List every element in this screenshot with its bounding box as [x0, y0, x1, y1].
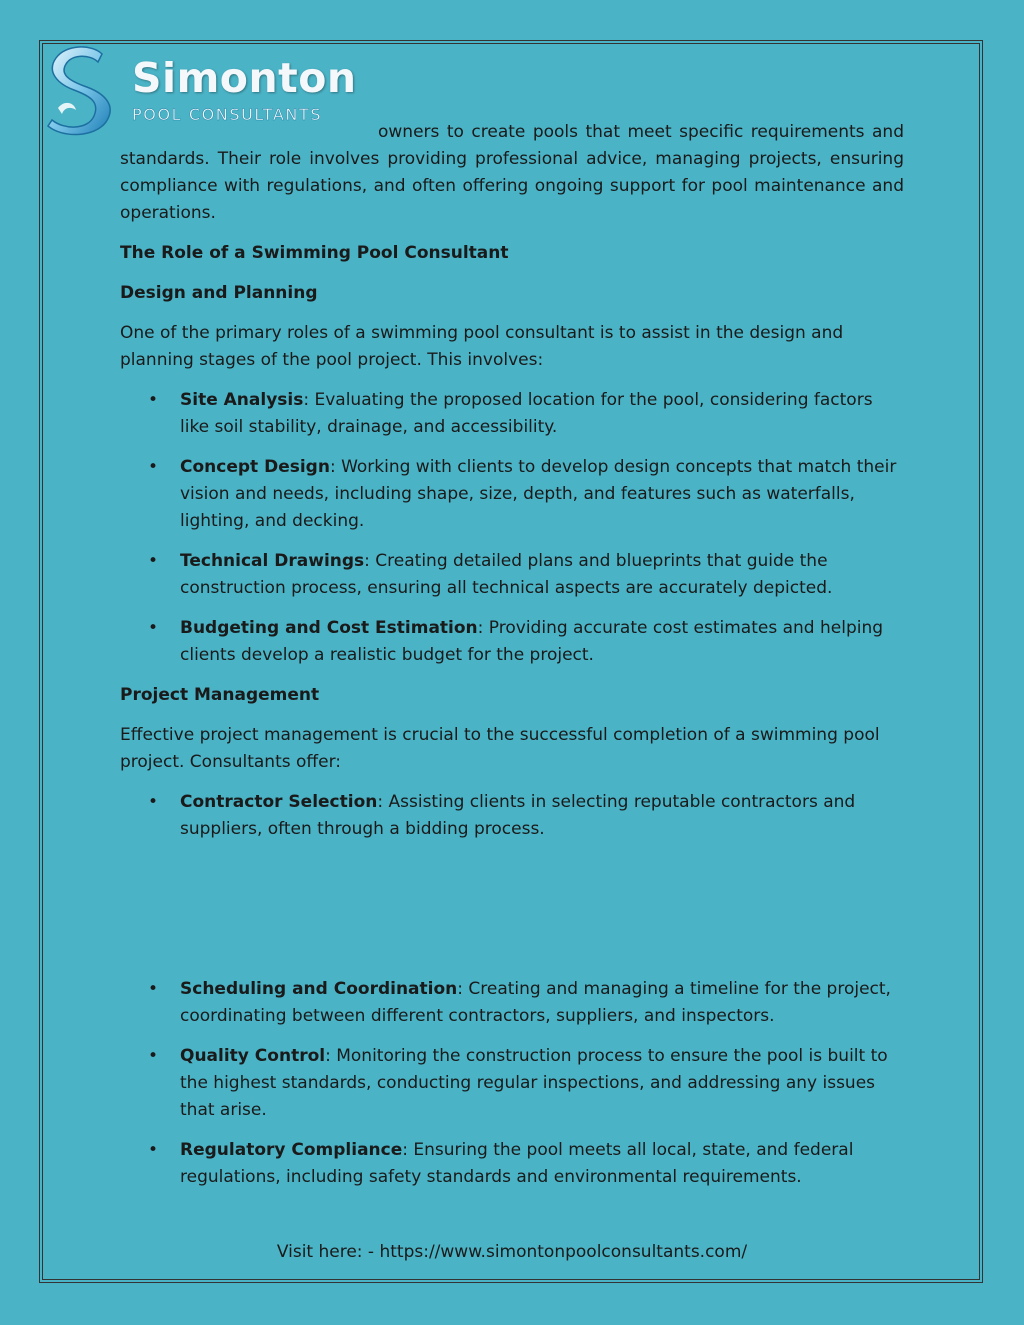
item-term: Site Analysis: [180, 390, 304, 410]
item-term: Regulatory Compliance: [180, 1140, 403, 1160]
item-desc: : Working with clients to develop design concepts that match their vision and needs, including shape, size, depth, and features such as waterfalls, lighting, and decking.: [180, 457, 897, 531]
bullet: •: [148, 618, 159, 638]
intro-paragraph: owners to create pools that meet specific requirements and standards. Their role involves providing professional advice, managing projects, ensuring compliance with regulations, and often offering ongoing support for pool maintenance and operations.: [120, 122, 904, 223]
item-desc: : Evaluating the proposed location for the pool, considering factors like soil stability, drainage, and accessibility.: [180, 390, 873, 437]
management-list-a: [120, 789, 904, 843]
list-item: [120, 454, 904, 535]
item-desc: : Creating detailed plans and blueprints that guide the construction process, ensuring all technical aspects are accurately depicted.: [180, 551, 833, 598]
bullet: •: [148, 979, 159, 999]
item-desc: : Ensuring the pool meets all local, state, and federal regulations, including safety standards and environmental requirements.: [180, 1140, 854, 1187]
management-heading: Project Management: [120, 685, 320, 705]
document-body: [120, 119, 904, 1204]
footer-link[interactable]: Visit here: - https://www.simontonpoolconsultants.com/: [276, 1242, 748, 1262]
list-item: [120, 976, 904, 1030]
design-list: [120, 387, 904, 669]
item-desc: : Creating and managing a timeline for the project, coordinating between different contractors, suppliers, and inspectors.: [180, 979, 891, 1026]
item-desc: : Providing accurate cost estimates and helping clients develop a realistic budget for the project.: [180, 618, 884, 665]
design-intro: One of the primary roles of a swimming pool consultant is to assist in the design and planning stages of the pool project. This involves:: [120, 323, 844, 370]
item-term: Technical Drawings: [180, 551, 365, 571]
bullet: •: [148, 792, 159, 812]
list-item: [120, 1137, 904, 1191]
bullet: •: [148, 390, 159, 410]
bullet: •: [148, 457, 159, 477]
item-term: Quality Control: [180, 1046, 326, 1066]
management-list-b: [120, 976, 904, 1191]
list-item: [120, 548, 904, 602]
bullet: •: [148, 551, 159, 571]
management-intro: Effective project management is crucial to the successful completion of a swimming pool project. Consultants offer:: [120, 725, 880, 772]
item-term: Scheduling and Coordination: [180, 979, 458, 999]
page-gap: [120, 856, 904, 976]
s-wave-logo-icon: [44, 44, 118, 136]
list-item: [120, 387, 904, 441]
logo-tagline: POOL CONSULTANTS: [132, 105, 323, 124]
bullet: •: [148, 1140, 159, 1160]
list-item: [120, 789, 904, 843]
list-item: [120, 615, 904, 669]
bullet: •: [148, 1046, 159, 1066]
item-term: Contractor Selection: [180, 792, 378, 812]
item-desc: : Monitoring the construction process to ensure the pool is built to the highest standards, conducting regular inspections, and addressing any issues that arise.: [180, 1046, 888, 1120]
design-heading: Design and Planning: [120, 283, 318, 303]
item-term: Concept Design: [180, 457, 330, 477]
item-desc: : Assisting clients in selecting reputable contractors and suppliers, often through a bidding process.: [180, 792, 856, 839]
logo-name: Simonton: [132, 54, 357, 102]
item-term: Budgeting and Cost Estimation: [180, 618, 478, 638]
section-title: The Role of a Swimming Pool Consultant: [120, 243, 509, 263]
list-item: [120, 1043, 904, 1124]
